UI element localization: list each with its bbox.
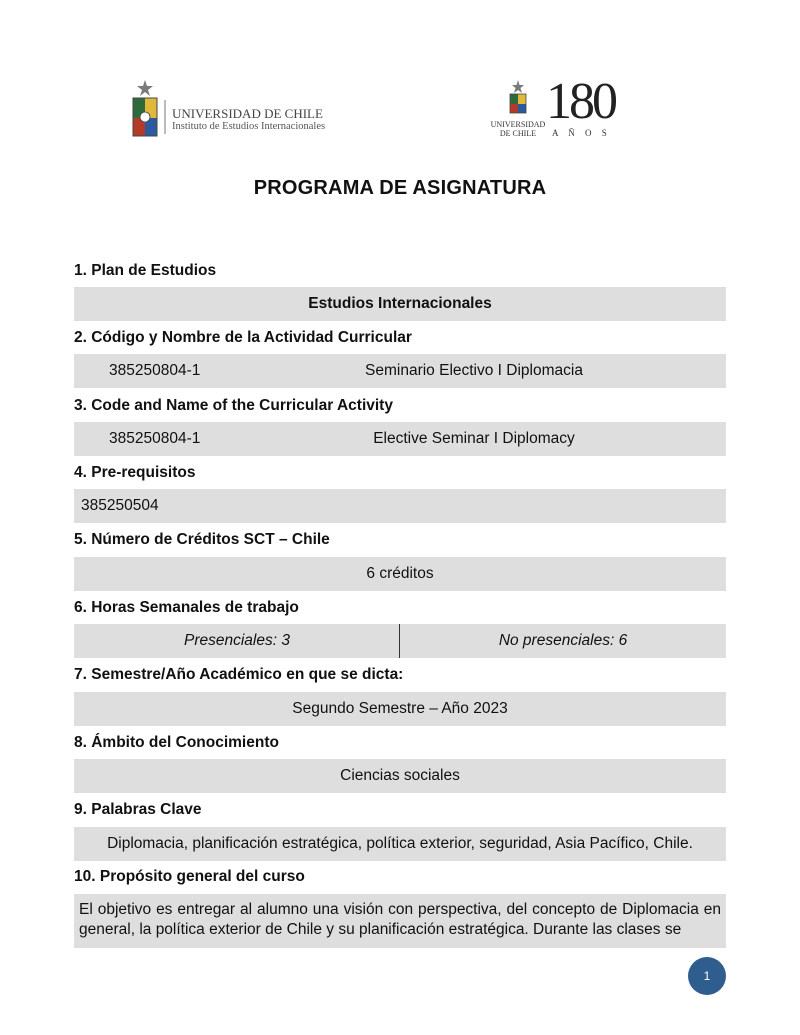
hours-no-presencial: No presenciales: 6 (498, 632, 628, 649)
activity-name: Seminario Electivo I Diplomacia (365, 362, 583, 379)
section-10-label: 10. Propósito general del curso (74, 868, 305, 885)
section-8-label: 8. Ámbito del Conocimiento (74, 734, 279, 751)
hours-presencial: Presenciales: 3 (184, 632, 290, 649)
document-title: PROGRAMA DE ASIGNATURA (253, 177, 547, 199)
section-6-label: 6. Horas Semanales de trabajo (74, 599, 299, 616)
logo-180-anos (488, 73, 633, 140)
section-7-value (74, 692, 726, 726)
activity-code-en: 385250804-1 (109, 430, 201, 447)
credits-value: 6 créditos (366, 565, 434, 582)
plan-de-estudios-value: Estudios Internacionales (308, 295, 492, 312)
logo-left-institute: Instituto de Estudios Internacionales (172, 121, 326, 132)
prerequisites-value: 385250504 (81, 497, 159, 514)
activity-name-en: Elective Seminar I Diplomacy (373, 430, 575, 447)
logo-universidad-de-chile-iei (131, 78, 341, 140)
section-2-value (74, 354, 726, 388)
keywords-value: Diplomacia, planificación estratégica, política exterior, seguridad, Asia Pacífico, Chile. (107, 835, 693, 852)
page-number: 1 (703, 969, 711, 983)
course-purpose-text: El objetivo es entregar al alumno una visión con perspectiva, del concepto de Diplomacia en general, la política exterior de Chile y su planificación estratégica. Durante las clases se (74, 894, 726, 948)
logo-right-years: A Ñ O S (552, 128, 611, 138)
knowledge-area-value: Ciencias sociales (340, 767, 460, 784)
section-8-value (74, 759, 726, 793)
section-1-value (74, 287, 726, 321)
section-5-label: 5. Número de Créditos SCT – Chile (74, 531, 330, 548)
section-2-label: 2. Código y Nombre de la Actividad Curricular (74, 329, 412, 346)
section-7-label: 7. Semestre/Año Académico en que se dicta: (74, 666, 404, 683)
logo-right-number: 180 (546, 73, 615, 130)
activity-code: 385250804-1 (109, 362, 201, 379)
logo-right-line1: UNIVERSIDAD (490, 120, 546, 129)
section-1-label: 1. Plan de Estudios (74, 262, 217, 279)
section-4-value (74, 489, 726, 523)
page-number-badge (688, 957, 726, 995)
section-3-value (74, 422, 726, 456)
section-9-label: 9. Palabras Clave (74, 801, 202, 818)
logo-left-university: UNIVERSIDAD DE CHILE (172, 106, 323, 121)
section-6-value (74, 624, 726, 658)
section-4-label: 4. Pre-requisitos (74, 464, 196, 481)
section-9-value (74, 827, 726, 861)
semester-value: Segundo Semestre – Año 2023 (292, 700, 508, 717)
section-3-label: 3. Code and Name of the Curricular Activity (74, 397, 393, 414)
logo-right-line2: DE CHILE (499, 129, 537, 138)
section-5-value (74, 557, 726, 591)
